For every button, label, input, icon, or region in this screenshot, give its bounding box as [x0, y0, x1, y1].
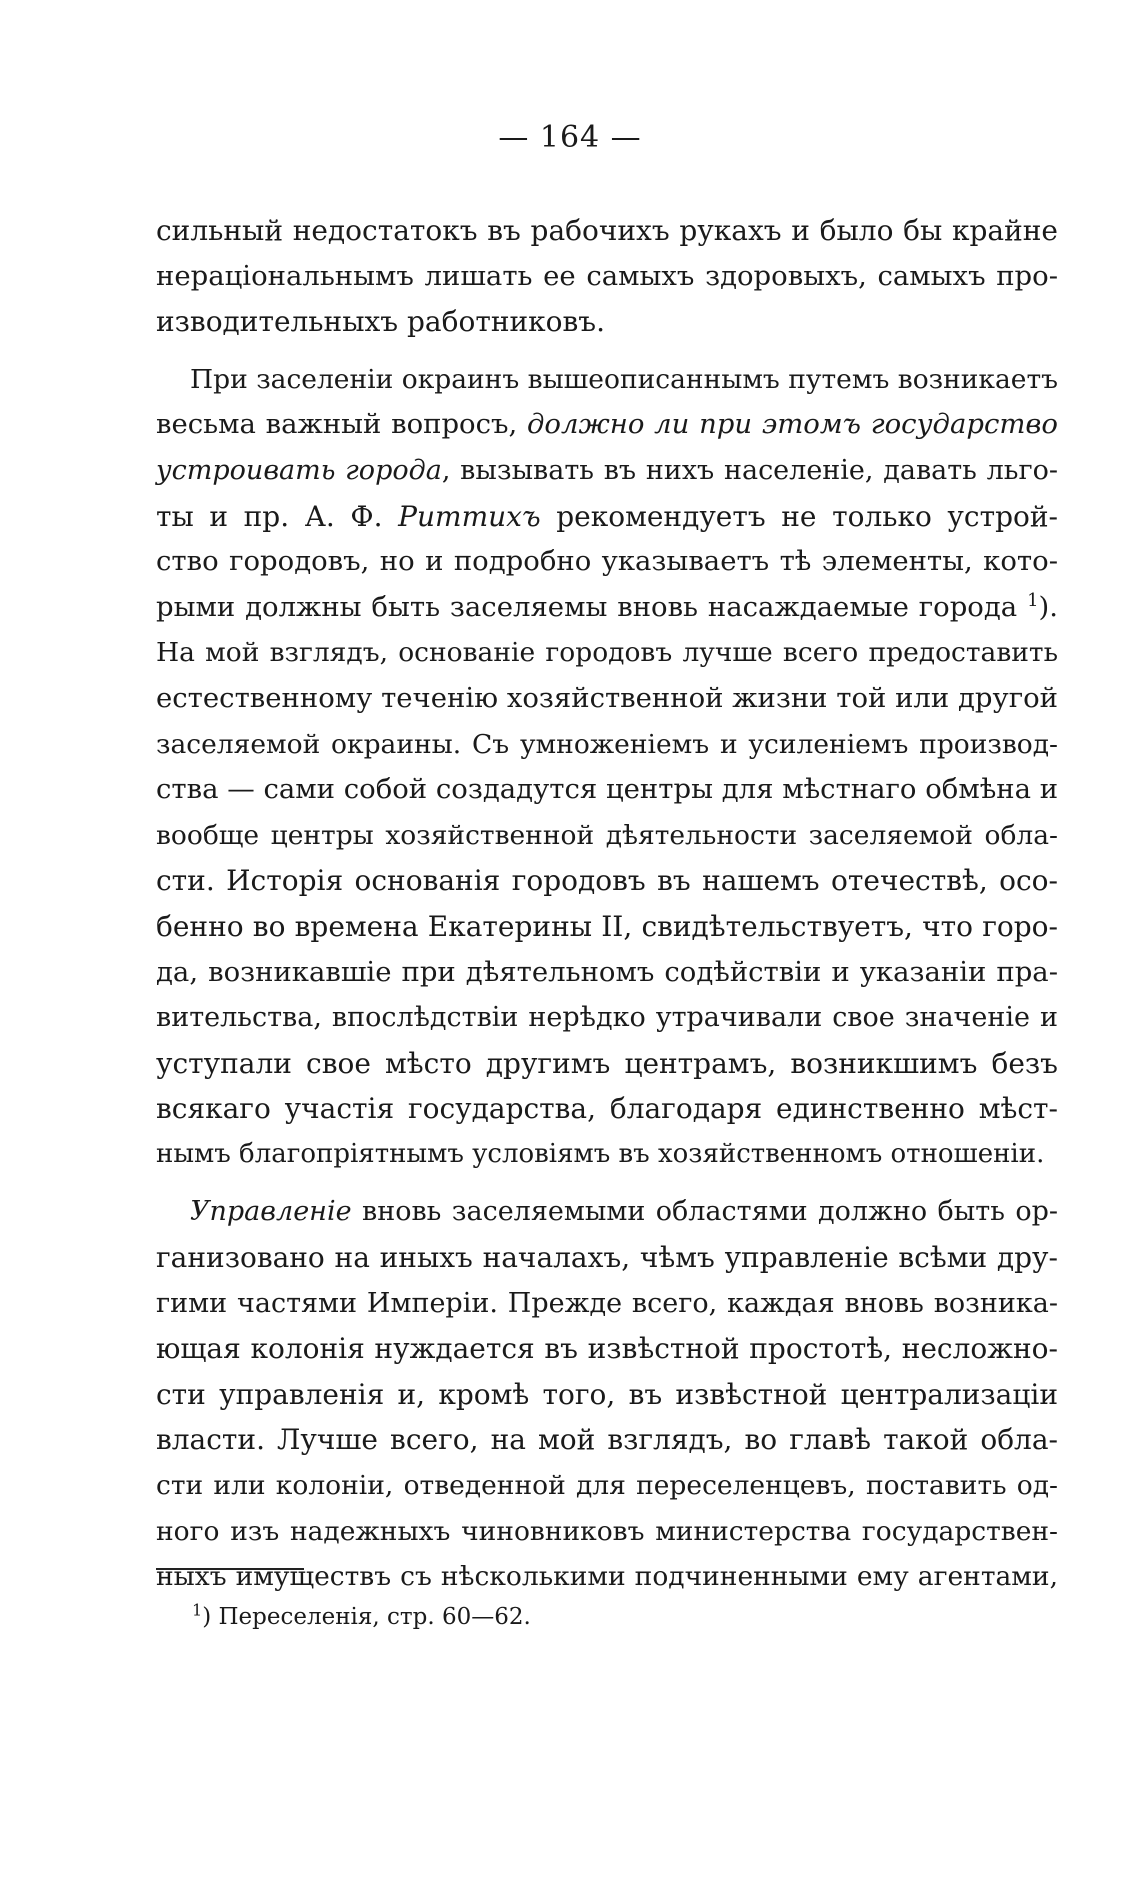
text-line: сти или колоніи, отведенной для переселенцевъ, поставить од-: [156, 1470, 1058, 1502]
footnote-ref: 1: [1027, 589, 1039, 611]
text-line: ющая колонія нуждается въ извѣстной простотѣ, несложно-: [156, 1332, 1058, 1366]
text-line: Управленіе вновь заселяемыми областями должно быть ор-: [190, 1196, 1058, 1228]
italic-name: Риттихъ: [398, 499, 541, 533]
text-line: ного изъ надежныхъ чиновниковъ министерства государствен-: [156, 1515, 1058, 1547]
footnote: [192, 1602, 531, 1632]
italic-phrase: Управленіе: [190, 1196, 352, 1228]
text-line: гими частями Имперіи. Прежде всего, каждая вновь возника-: [156, 1287, 1058, 1319]
paragraph-1: [156, 208, 1058, 345]
text-line: устроивать города, вызывать въ нихъ населеніе, давать льго-: [156, 454, 1058, 486]
text-line: бенно во времена Екатерины II, свидѣтельствуетъ, что горо-: [156, 909, 1058, 943]
text-line: весьма важный вопросъ, должно ли при этомъ государство: [156, 408, 1058, 441]
text-line: всякаго участія государства, благодаря единственно мѣст-: [156, 1092, 1058, 1126]
text-line: ства — сами собой создадутся центры для мѣстнаго обмѣна и: [156, 773, 1059, 806]
footnote-marker: 1: [192, 1600, 203, 1620]
text-line: При заселеніи окраинъ вышеописаннымъ путемъ возникаетъ: [190, 363, 1058, 395]
text-line: власти. Лучше всего, на мой взглядъ, во главѣ такой обла-: [156, 1423, 1058, 1457]
text-line: сти управленія и, кромѣ того, въ извѣстной централизаціи: [156, 1377, 1058, 1411]
italic-phrase: устроивать города: [156, 454, 442, 486]
text-line: вительства, впослѣдствіи нерѣдко утрачивали свое значеніе и: [156, 1002, 1058, 1034]
text-line: уступали свое мѣсто другимъ центрамъ, возникшимъ безъ: [156, 1046, 1058, 1080]
italic-phrase: должно ли при этомъ государство: [526, 408, 1058, 441]
text-line: нераціональнымъ лишать ее самыхъ здоровыхъ, самыхъ про-: [156, 259, 1058, 292]
text-line: сильный недостатокъ въ рабочихъ рукахъ и было бы крайне: [156, 214, 1058, 247]
text-line: вообще центры хозяйственной дѣятельности заселяемой обла-: [156, 819, 1058, 851]
text-line: рыми должны быть заселяемы вновь насаждаемые города $^1$).: [156, 589, 1058, 623]
text-line: ныхъ имуществъ съ нѣсколькими подчиненными ему агентами,: [156, 1561, 1058, 1593]
text-line: ты и пр. А. Ф. Риттихъ рекомендуетъ не только устрой-: [156, 499, 1058, 533]
text-line: ство городовъ, но и подробно указываетъ тѣ элементы, кото-: [156, 545, 1058, 578]
footnote-text: ) Переселенія, стр. 60—62.: [202, 1604, 531, 1630]
text-line: сти. Исторія основанія городовъ въ нашемъ отечествѣ, осо-: [156, 864, 1058, 898]
footnote-divider: [156, 1568, 304, 1570]
text-line: На мой взглядъ, основаніе городовъ лучше всего предоставить: [156, 637, 1058, 669]
body-text: [156, 208, 1058, 1600]
text-line: да, возникавшіе при дѣятельномъ содѣйствіи и указаніи пра-: [156, 955, 1058, 988]
text-line: заселяемой окраины. Съ умноженіемъ и усиленіемъ производ-: [156, 728, 1058, 760]
text-line: нымъ благопріятнымъ условіямъ въ хозяйственномъ отношеніи.: [156, 1138, 1045, 1169]
text-line: естественному теченію хозяйственной жизни той или другой: [156, 681, 1058, 714]
text-line: ганизовано на иныхъ началахъ, чѣмъ управленіе всѣми дру-: [156, 1241, 1058, 1275]
paragraph-3: [156, 1189, 1058, 1599]
page-number: — 164 —: [498, 120, 642, 155]
paragraph-2: [156, 357, 1058, 1178]
text-line: изводительныхъ работниковъ.: [156, 305, 605, 339]
